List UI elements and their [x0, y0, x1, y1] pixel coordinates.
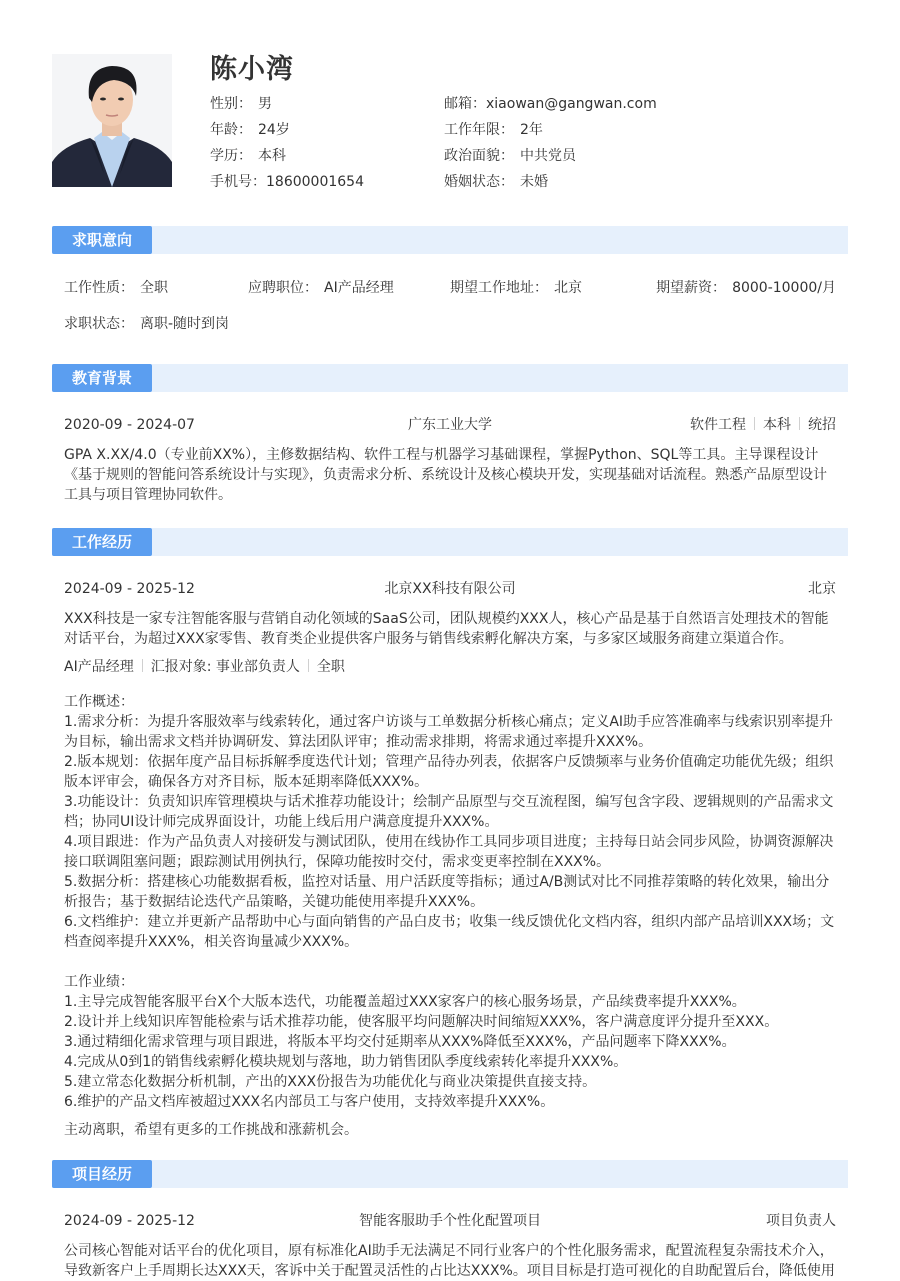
- info-value: 男: [258, 96, 272, 112]
- job-intent-row-2: [64, 314, 836, 334]
- work-summary-row: [64, 579, 836, 599]
- divider: [308, 659, 309, 672]
- education-summary-row: [64, 415, 836, 435]
- section-education-header: [52, 364, 848, 392]
- work-block: [64, 579, 836, 1140]
- job-title: AI产品经理: [64, 659, 134, 675]
- section-project-header: [52, 1160, 848, 1188]
- info-label: 手机号：: [210, 174, 266, 190]
- info-gender: [210, 91, 364, 117]
- achievement-item: 5.建立常态化数据分析机制，产出的XXX份报告为功能优化与商业决策提供直接支持。: [64, 1074, 597, 1090]
- work-overview: [64, 692, 836, 952]
- intent-label: 求职状态：: [64, 316, 134, 332]
- section-title: 求职意向: [52, 226, 152, 254]
- achievement-item: 6.维护的产品文档库被超过XXX名内部员工与客户使用，支持效率提升XXX%。: [64, 1094, 555, 1110]
- intent-job-type: [64, 278, 168, 298]
- info-marital-status: [444, 169, 657, 195]
- info-degree: [210, 143, 364, 169]
- info-label: 婚姻状态：: [444, 174, 514, 190]
- overview-item: 6.文档维护：建立并更新产品帮助中心与面向销售的产品白皮书；收集一线反馈优化文档内容，组织内部产品培训XXX场；文档查阅率提升XXX%，相关咨询量减少XXX%。: [64, 914, 835, 950]
- candidate-name: 陈小湾: [210, 54, 294, 85]
- info-label: 年龄：: [210, 122, 252, 138]
- achievement-item: 4.完成从0到1的销售线索孵化模块规划与落地，助力销售团队季度线索转化率提升XXX%。: [64, 1054, 628, 1070]
- project-summary-row: [64, 1211, 836, 1231]
- school-name: 广东工业大学: [408, 417, 492, 433]
- intent-location: [450, 278, 582, 298]
- intent-value: 全职: [140, 280, 168, 296]
- info-age: [210, 117, 364, 143]
- intent-value: 北京: [554, 280, 582, 296]
- education-block: [64, 415, 836, 505]
- project-description: 公司核心智能对话平台的优化项目，原有标准化AI助手无法满足不同行业客户的个性化服务需求，配置流程复杂需技术介入，导致新客户上手周期长达XXX天，客诉中关于配置灵活性的占比达XXX%。项目目标是打造可视化的自助配置后台，降低使用: [64, 1243, 835, 1279]
- info-email: [444, 91, 657, 117]
- overview-item: 2.版本规划：依据年度产品目标拆解季度迭代计划；管理产品待办列表，依据客户反馈频率与业务价值确定功能优先级；组织版本评审会，确保各方对齐目标，版本延期率降低XXX%。: [64, 754, 834, 790]
- work-achievements: [64, 972, 836, 1112]
- job-intent-row-1: [64, 278, 836, 298]
- overview-item: 1.需求分析：为提升客服效率与线索转化，通过客户访谈与工单数据分析核心痛点；定义AI助手应答准确率与线索识别率提升为目标，输出需求文档并协调研发、算法团队评审；推动需求排期，将需求通过率提升XXX%。: [64, 714, 834, 750]
- education-tags: [690, 415, 836, 435]
- info-value: 18600001654: [266, 174, 364, 190]
- basic-info-right: [444, 91, 657, 195]
- avatar: [52, 54, 172, 187]
- basic-info-left: [210, 91, 364, 195]
- info-value: 未婚: [520, 174, 548, 190]
- intent-position: [248, 278, 394, 298]
- info-phone: [210, 169, 364, 195]
- education-period: 2020-09 - 2024-07: [64, 417, 195, 433]
- profile-header: [52, 47, 848, 192]
- job-intent-block: [64, 278, 836, 334]
- info-label: 工作年限：: [444, 122, 514, 138]
- education-description: GPA X.XX/4.0（专业前XX%），主修数据结构、软件工程与机器学习基础课程，掌握Python、SQL等工具。主导课程设计《基于规则的智能问答系统设计与实现》，负责需求分析、系统设计及核心模块开发，实现基础对话流程。熟悉产品原型设计工具与项目管理协同软件。: [64, 447, 827, 503]
- info-label: 性别：: [210, 96, 252, 112]
- intent-value: AI产品经理: [324, 280, 394, 296]
- info-political-status: [444, 143, 657, 169]
- divider: [754, 417, 755, 430]
- info-value: 中共党员: [520, 148, 576, 164]
- overview-item: 3.功能设计：负责知识库管理模块与话术推荐功能设计；绘制产品原型与交互流程图，编写包含字段、逻辑规则的产品需求文档；协同UI设计师完成界面设计，功能上线后用户满意度提升XXX%。: [64, 794, 834, 830]
- intent-label: 工作性质：: [64, 280, 134, 296]
- degree: 本科: [763, 417, 791, 433]
- section-work-header: [52, 528, 848, 556]
- employment-type: 全职: [316, 659, 345, 675]
- section-title: 教育背景: [52, 364, 152, 392]
- intent-salary: [656, 278, 836, 298]
- info-label: 邮箱：: [444, 96, 486, 112]
- intent-label: 应聘职位：: [248, 280, 318, 296]
- divider: [799, 417, 800, 430]
- intent-label: 期望工作地址：: [450, 280, 548, 296]
- enrollment-type: 统招: [808, 417, 836, 433]
- project-block: [64, 1211, 836, 1281]
- info-label: 政治面貌：: [444, 148, 514, 164]
- achievement-item: 3.通过精细化需求管理与项目跟进，将版本平均交付延期率从XXX%降低至XXX%，产品问题率下降XXX%。: [64, 1034, 736, 1050]
- info-label: 学历：: [210, 148, 252, 164]
- section-title: 项目经历: [52, 1160, 152, 1188]
- achievement-item: 2.设计并上线知识库智能检索与话术推荐功能，使客服平均问题解决时间缩短XXX%，客户满意度评分提升至XXX。: [64, 1014, 779, 1030]
- work-city: 北京: [808, 581, 836, 597]
- achievements-title: 工作业绩：: [64, 974, 134, 990]
- info-value: 24岁: [258, 122, 290, 138]
- company-name: 北京XX科技有限公司: [384, 581, 516, 597]
- info-value: 本科: [258, 148, 286, 164]
- info-value: 2年: [520, 122, 543, 138]
- report-to: 汇报对象: 事业部负责人: [150, 659, 300, 675]
- section-job-intent-header: [52, 226, 848, 254]
- divider: [142, 659, 143, 672]
- major: 软件工程: [690, 417, 746, 433]
- work-period: 2024-09 - 2025-12: [64, 581, 195, 597]
- info-value: xiaowan@gangwan.com: [486, 96, 657, 112]
- project-period: 2024-09 - 2025-12: [64, 1213, 195, 1229]
- project-name: 智能客服助手个性化配置项目: [359, 1213, 541, 1229]
- info-work-years: [444, 117, 657, 143]
- overview-item: 4.项目跟进：作为产品负责人对接研发与测试团队，使用在线协作工具同步项目进度；主持每日站会同步风险，协调资源解决接口联调阻塞问题；跟踪测试用例执行，保障功能按时交付，需求变更率控制在XXX%。: [64, 834, 834, 870]
- company-description: XXX科技是一家专注智能客服与营销自动化领域的SaaS公司，团队规模约XXX人，核心产品是基于自然语言处理技术的智能对话平台，为超过XXX家零售、教育类企业提供客户服务与销售线索孵化解决方案，与多家区域服务商建立渠道合作。: [64, 611, 829, 647]
- portrait-photo-icon: [52, 54, 172, 187]
- work-tags: [64, 657, 836, 677]
- overview-title: 工作概述：: [64, 694, 134, 710]
- leave-reason: 主动离职，希望有更多的工作挑战和涨薪机会。: [64, 1122, 358, 1138]
- achievement-item: 1.主导完成智能客服平台X个大版本迭代，功能覆盖超过XXX家客户的核心服务场景，产品续费率提升XXX%。: [64, 994, 746, 1010]
- intent-value: 离职-随时到岗: [140, 316, 230, 332]
- intent-status: [64, 314, 229, 334]
- section-title: 工作经历: [52, 528, 152, 556]
- intent-value: 8000-10000/月: [732, 280, 836, 296]
- project-role: 项目负责人: [766, 1213, 836, 1229]
- overview-item: 5.数据分析：搭建核心功能数据看板，监控对话量、用户活跃度等指标；通过A/B测试对比不同推荐策略的转化效果，输出分析报告；基于数据结论迭代产品策略，关键功能使用率提升XXX%。: [64, 874, 830, 910]
- intent-label: 期望薪资：: [656, 280, 727, 296]
